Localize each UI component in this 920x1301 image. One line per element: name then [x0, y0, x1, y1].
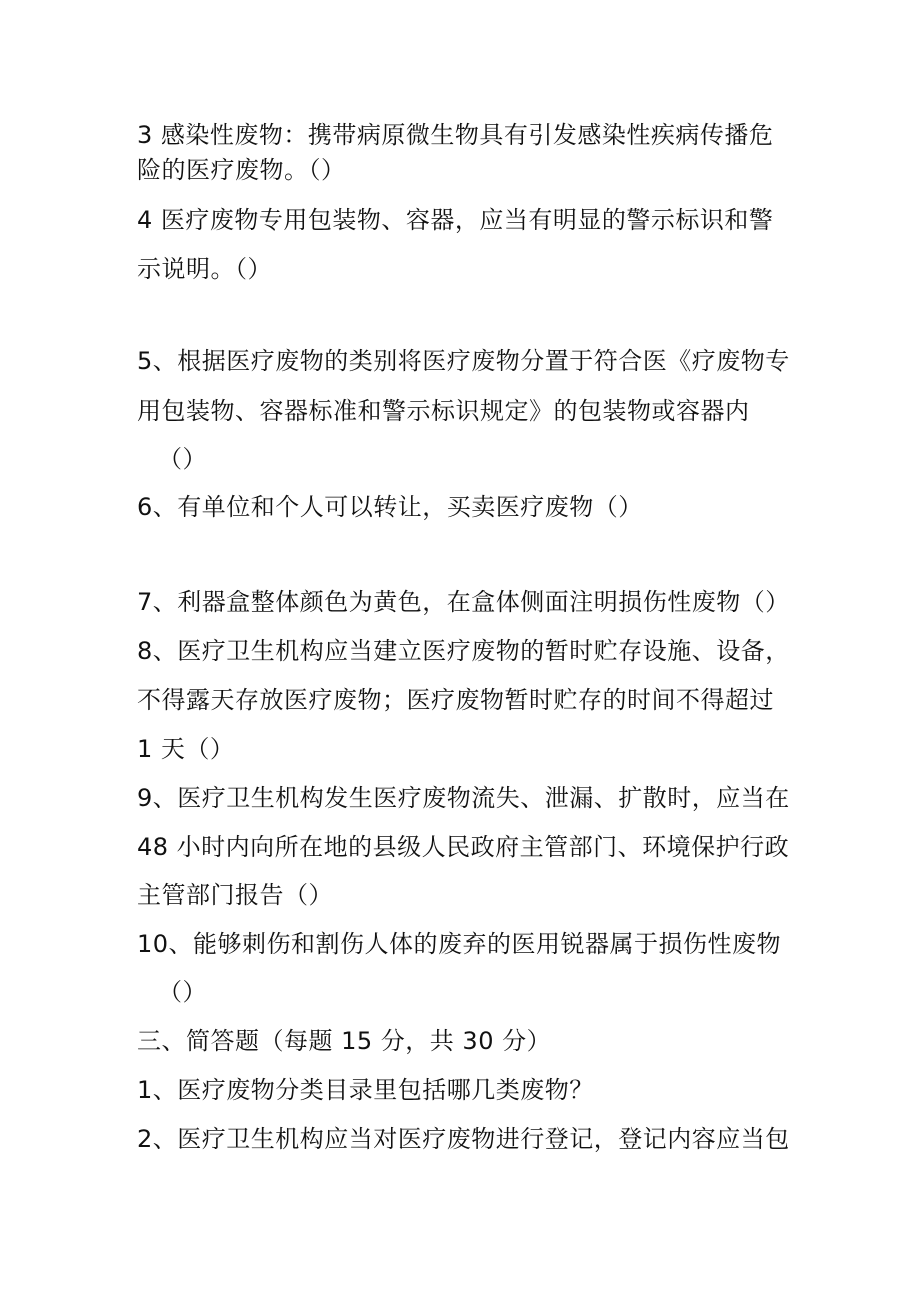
section-heading: 三、简答题（每题 15 分，共 30 分）	[137, 1027, 552, 1055]
text-line: （）	[158, 978, 207, 1006]
text-line: 6、有单位和个人可以转让，买卖医疗废物（）	[137, 493, 643, 521]
text-line: 8、医疗卫生机构应当建立医疗废物的暂时贮存设施、设备，	[137, 637, 790, 665]
text-line: 4 医疗废物专用包装物、容器，应当有明显的警示标识和警	[137, 206, 774, 234]
text-line: 主管部门报告（）	[137, 881, 333, 909]
text-line: 10、能够刺伤和割伤人体的废弃的医用锐器属于损伤性废物	[137, 930, 782, 958]
text-line: 7、利器盒整体颜色为黄色，在盒体侧面注明损伤性废物（）	[137, 588, 790, 616]
text-line: 5、根据医疗废物的类别将医疗废物分置于符合医《疗废物专	[137, 347, 790, 375]
text-line: 2、医疗卫生机构应当对医疗废物进行登记，登记内容应当包	[137, 1125, 790, 1153]
text-line: 1、医疗废物分类目录里包括哪几类废物？	[137, 1076, 594, 1104]
text-line: 48 小时内向所在地的县级人民政府主管部门、环境保护行政	[137, 833, 790, 861]
text-line: （）	[158, 445, 207, 473]
text-line: 示说明。（）	[137, 255, 272, 283]
text-line: 险的医疗废物。（）	[137, 156, 346, 184]
text-line: 不得露天存放医疗废物；医疗废物暂时贮存的时间不得超过	[137, 686, 774, 714]
text-line: 用包装物、容器标准和警示标识规定》的包装物或容器内	[137, 397, 750, 425]
text-line: 3 感染性废物：携带病原微生物具有引发感染性疾病传播危	[137, 121, 774, 149]
text-line: 1 天（）	[137, 735, 235, 763]
text-line: 9、医疗卫生机构发生医疗废物流失、泄漏、扩散时，应当在	[137, 784, 790, 812]
